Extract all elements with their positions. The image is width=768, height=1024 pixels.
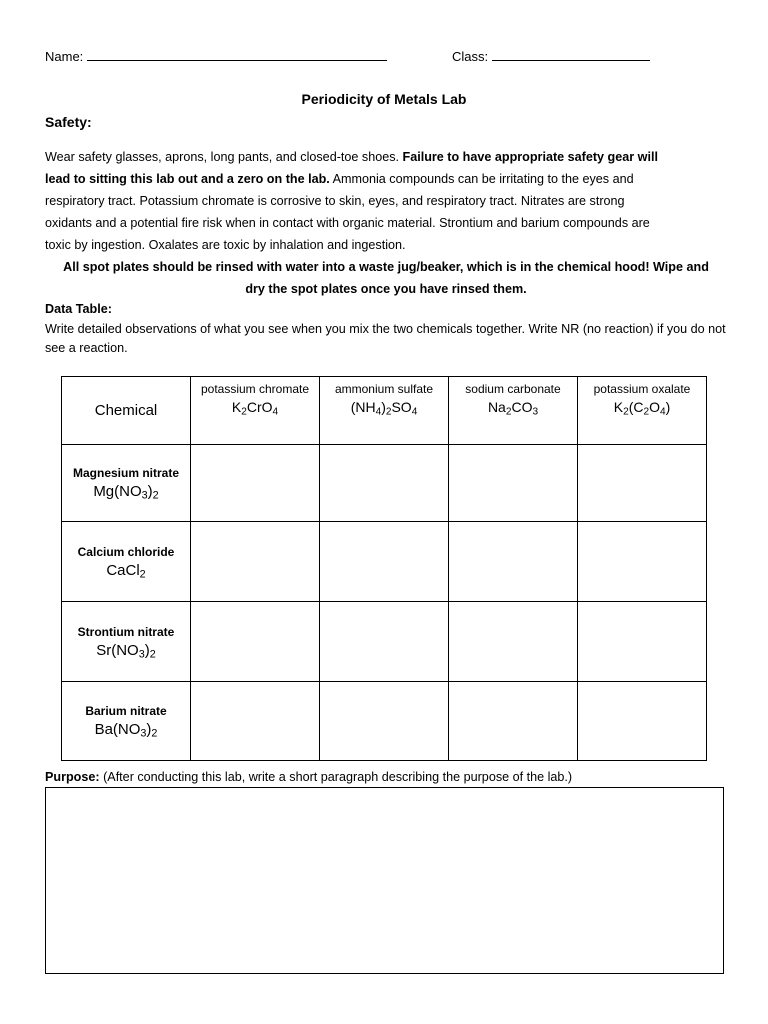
row-name: Calcium chloride [77, 544, 175, 559]
safety-line-1 [45, 146, 727, 168]
rinse-warning-2: dry the spot plates once you have rinsed them. [245, 282, 527, 296]
observation-cell[interactable] [320, 522, 449, 602]
column-formula: $K_2(C_2O_4)$ [613, 399, 671, 418]
safety-warning-bold: lead to sitting this lab out and a zero on the lab. [45, 172, 330, 186]
observation-cell[interactable] [578, 522, 707, 602]
safety-line-2 [45, 168, 727, 190]
column-formula: $(NH_4)_2SO_4$ [350, 399, 418, 418]
corner-header: Chemical [62, 377, 191, 445]
safety-line-4: oxidants and a potential fire risk when in contact with organic material. Strontium and barium compounds are [45, 216, 650, 230]
class-label: Class: [452, 49, 489, 64]
observation-cell[interactable] [191, 522, 320, 602]
purpose-prompt [45, 770, 572, 784]
safety-line-3: respiratory tract. Potassium chromate is corrosive to skin, eyes, and respiratory tract. Nitrates are strong [45, 194, 625, 208]
column-name: sodium carbonate [465, 382, 561, 396]
observation-cell[interactable] [191, 445, 320, 522]
column-name: ammonium sulfate [334, 382, 434, 396]
name-label: Name: [45, 49, 84, 64]
safety-text: Ammonia compounds can be irritating to the eyes and [332, 172, 634, 186]
data-table-label: Data Table: [45, 302, 112, 316]
observation-cell[interactable] [578, 602, 707, 682]
page-title: Periodicity of Metals Lab [301, 91, 467, 107]
observation-cell[interactable] [578, 445, 707, 522]
safety-line-5: toxic by ingestion. Oxalates are toxic by inhalation and ingestion. [45, 238, 406, 252]
class-field[interactable] [452, 48, 650, 64]
table-row [62, 682, 707, 761]
column-header [191, 377, 320, 445]
row-header [62, 522, 191, 602]
row-name: Barium nitrate [85, 704, 167, 718]
table-row [62, 602, 707, 682]
data-table [61, 376, 707, 761]
row-header [62, 445, 191, 522]
row-header [62, 602, 191, 682]
class-blank-line[interactable] [492, 48, 650, 61]
safety-warning-bold: Failure to have appropriate safety gear will [402, 150, 658, 164]
observation-cell[interactable] [449, 522, 578, 602]
table-header-row [62, 377, 707, 445]
safety-heading: Safety: [45, 114, 92, 130]
column-formula: $Na_2CO_3$ [487, 399, 539, 418]
column-name: potassium chromate [200, 382, 310, 396]
observation-cell[interactable] [449, 602, 578, 682]
column-header [578, 377, 707, 445]
purpose-answer-box[interactable] [45, 787, 724, 974]
row-name: Strontium nitrate [77, 624, 175, 639]
observation-cell[interactable] [449, 445, 578, 522]
observation-cell[interactable] [320, 682, 449, 761]
row-header [62, 682, 191, 761]
row-formula: $Mg(NO_3)_2$ [93, 483, 159, 502]
name-blank-line[interactable] [87, 48, 387, 61]
purpose-instructions: (After conducting this lab, write a short paragraph describing the purpose of the lab.) [103, 770, 573, 784]
name-field[interactable] [45, 48, 387, 64]
row-formula: $Ba(NO_3)_2$ [94, 721, 158, 740]
observation-cell[interactable] [449, 682, 578, 761]
table-row [62, 522, 707, 602]
observation-cell[interactable] [191, 602, 320, 682]
row-formula: $Sr(NO_3)_2$ [96, 641, 156, 661]
column-header [449, 377, 578, 445]
observation-cell[interactable] [320, 445, 449, 522]
observation-cell[interactable] [191, 682, 320, 761]
safety-paragraph [45, 146, 727, 300]
column-name: potassium oxalate [593, 382, 691, 396]
data-table-instructions: Write detailed observations of what you see when you mix the two chemicals together. Write NR (no reaction) if you do not see a reaction. [45, 322, 726, 355]
observation-cell[interactable] [320, 602, 449, 682]
row-name: Magnesium nitrate [72, 466, 180, 480]
table-row [62, 445, 707, 522]
row-formula: CaCl$_2$ [106, 561, 146, 581]
column-header [320, 377, 449, 445]
observation-cell[interactable] [578, 682, 707, 761]
safety-text: Wear safety glasses, aprons, long pants, and closed-toe shoes. [45, 150, 399, 164]
rinse-warning-1: All spot plates should be rinsed with water into a waste jug/beaker, which is in the chemical hood! Wipe and [63, 260, 709, 274]
column-formula: $K_2CrO_4$ [231, 399, 279, 418]
purpose-label: Purpose: [45, 770, 100, 784]
